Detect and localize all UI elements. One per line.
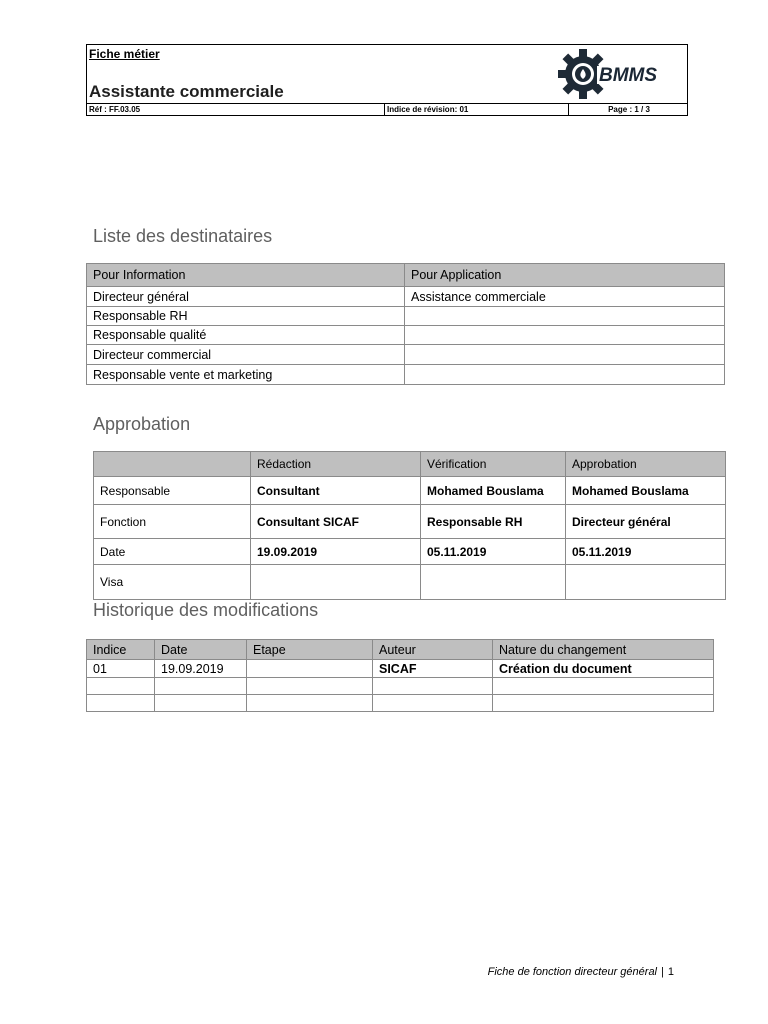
column-header: Rédaction [251,452,421,477]
table-cell: 19.09.2019 [251,539,421,565]
page-footer [488,966,674,978]
footer-page-number: 1 [667,966,674,978]
table-row [94,477,726,505]
table-cell [155,678,247,695]
table-row [87,307,725,326]
revision-index: Indice de révision: 01 [385,104,569,116]
table-cell: Responsable qualité [87,326,405,345]
table-cell [373,695,493,712]
column-header: Auteur [373,640,493,660]
column-header: Pour Information [87,264,405,287]
column-header: Indice [87,640,155,660]
table-cell [405,365,725,385]
table-cell [155,695,247,712]
table-cell [247,660,373,678]
table-cell: Directeur commercial [87,345,405,365]
table-cell [373,678,493,695]
table-cell [87,695,155,712]
footer-text: Fiche de fonction directeur général [487,966,658,978]
table-cell [87,678,155,695]
row-label: Responsable [94,477,251,505]
table-cell: Responsable RH [421,505,566,539]
document-title: Assistante commerciale [89,82,284,101]
column-header [94,452,251,477]
table-header-row [87,264,725,287]
column-header: Date [155,640,247,660]
document-kind: Fiche métier [89,47,160,61]
table-cell [493,695,714,712]
table-cell: Directeur général [87,287,405,307]
table-row [94,505,726,539]
table-cell [405,326,725,345]
destinataires-title: Liste des destinataires [93,226,273,246]
table-cell [247,695,373,712]
table-cell: Mohamed Bouslama [566,477,726,505]
table-cell: 05.11.2019 [421,539,566,565]
footer-separator: | [661,966,664,978]
approbation-table [93,451,726,600]
svg-text:BMMS: BMMS [599,65,658,86]
table-cell: SICAF [373,660,493,678]
table-row [87,695,714,712]
table-cell: Responsable vente et marketing [87,365,405,385]
column-header: Etape [247,640,373,660]
row-label: Visa [94,565,251,600]
table-row [94,565,726,600]
table-row [87,660,714,678]
page-indicator: Page : 1 / 3 [608,105,650,114]
table-cell: 05.11.2019 [566,539,726,565]
table-header-row [87,640,714,660]
table-cell [405,345,725,365]
table-cell: 19.09.2019 [155,660,247,678]
table-cell [251,565,421,600]
table-cell: Responsable RH [87,307,405,326]
table-row [87,345,725,365]
table-row [94,539,726,565]
table-header-row [94,452,726,477]
destinataires-table [86,263,725,385]
company-logo [557,48,683,100]
table-cell: 01 [87,660,155,678]
table-cell [405,307,725,326]
header-meta-row [87,103,687,115]
table-cell: Consultant [251,477,421,505]
table-row [87,287,725,307]
approbation-title: Approbation [93,414,191,434]
table-row [87,678,714,695]
historique-table [86,639,714,712]
table-cell: Création du document [493,660,714,678]
table-cell: Mohamed Bouslama [421,477,566,505]
row-label: Fonction [94,505,251,539]
historique-title: Historique des modifications [93,600,319,620]
table-cell [421,565,566,600]
document-header [86,44,688,116]
table-row [87,365,725,385]
document-reference: Réf : FF.03.05 [87,104,385,116]
table-cell: Assistance commerciale [405,287,725,307]
column-header: Approbation [566,452,726,477]
table-cell [566,565,726,600]
table-cell [247,678,373,695]
row-label: Date [94,539,251,565]
column-header: Nature du changement [493,640,714,660]
table-cell [493,678,714,695]
table-cell: Consultant SICAF [251,505,421,539]
gear-logo-icon [557,48,683,100]
table-row [87,326,725,345]
column-header: Pour Application [405,264,725,287]
column-header: Vérification [421,452,566,477]
table-cell: Directeur général [566,505,726,539]
